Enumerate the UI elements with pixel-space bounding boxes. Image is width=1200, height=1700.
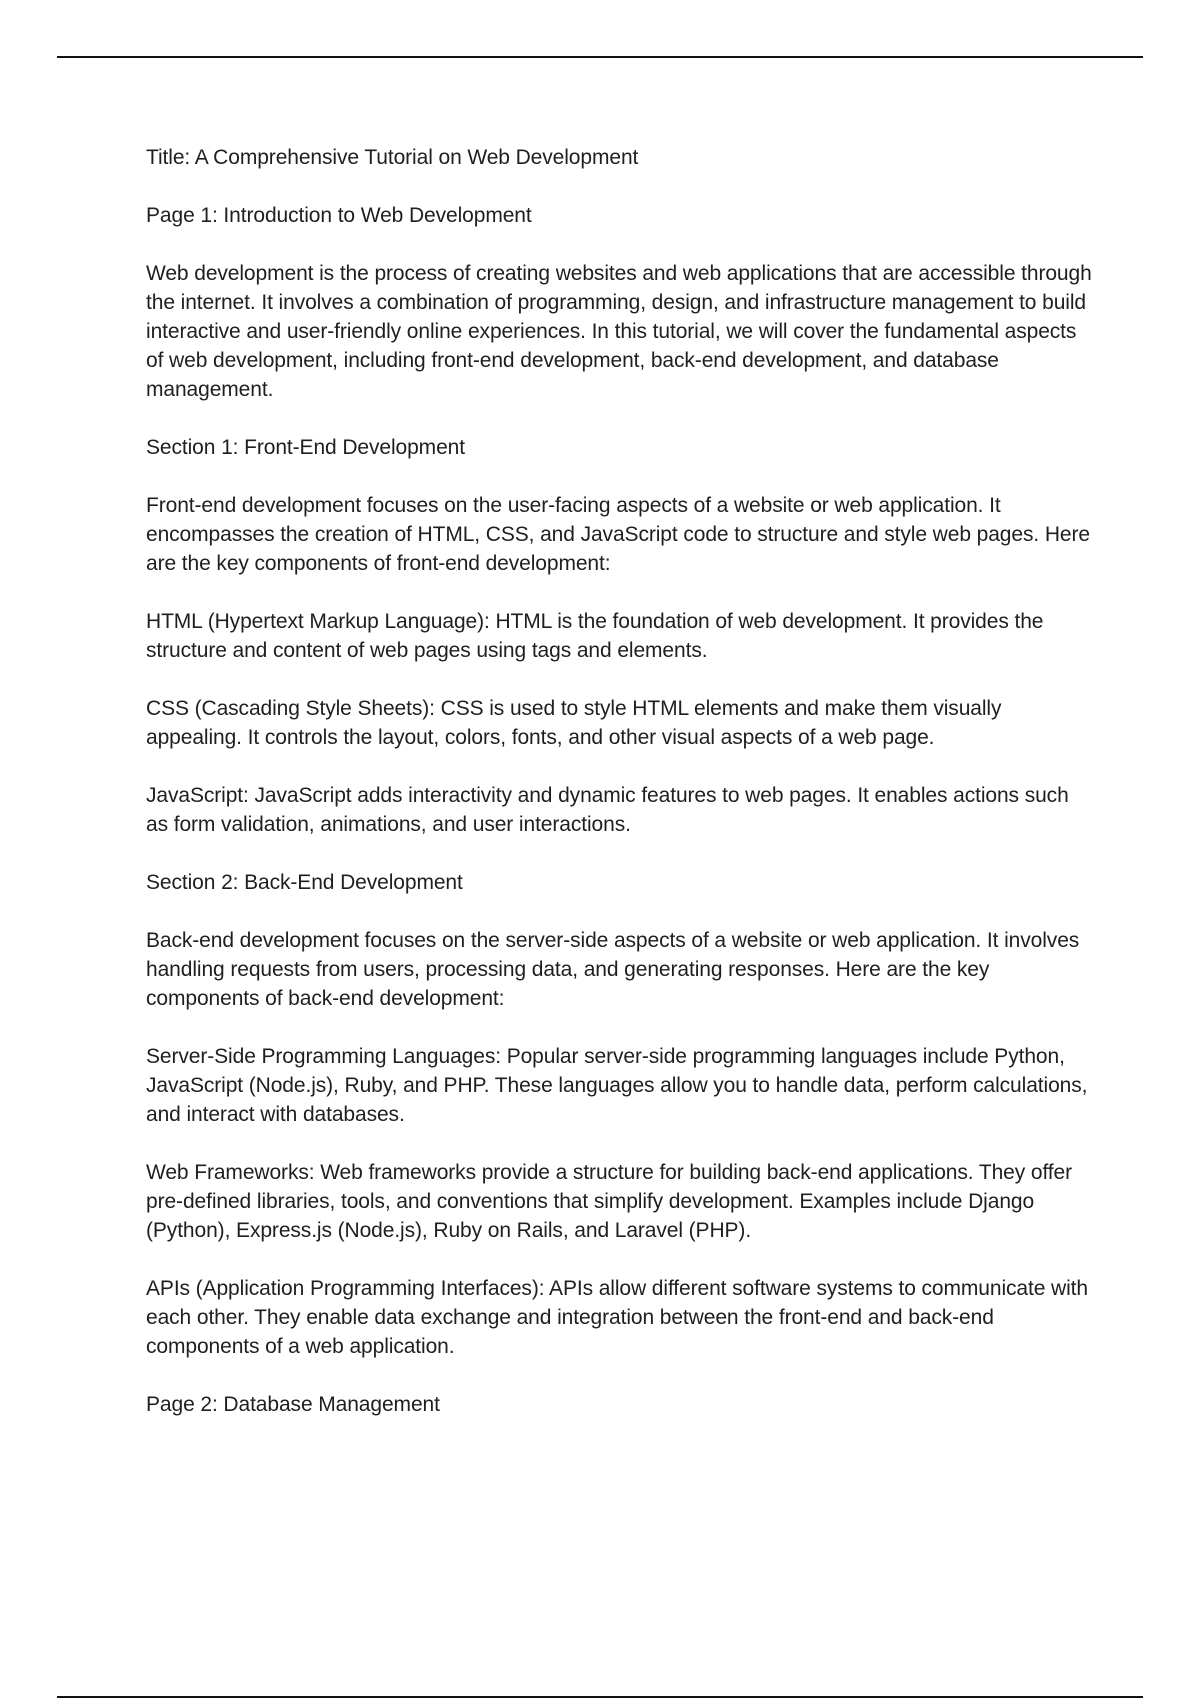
css-paragraph: CSS (Cascading Style Sheets): CSS is used to style HTML elements and make them visually appealing. It controls the layout, colors, fonts, and other visual aspects of a web page. xyxy=(146,697,1002,749)
section2-intro-paragraph: Back-end development focuses on the server-side aspects of a website or web application. It involves handling requests from users, processing data, and generating responses. Here are the key components of back-end development: xyxy=(146,929,1080,1010)
top-rule xyxy=(57,56,1143,58)
page1-heading: Page 1: Introduction to Web Development xyxy=(146,204,532,227)
section1-intro-paragraph: Front-end development focuses on the user-facing aspects of a website or web application. It encompasses the creation of HTML, CSS, and JavaScript code to structure and style web pages. Here are the key components of front-end development: xyxy=(146,494,1090,575)
document-title: Title: A Comprehensive Tutorial on Web Development xyxy=(146,146,639,169)
frameworks-paragraph: Web Frameworks: Web frameworks provide a structure for building back-end applications. They offer pre-defined libraries, tools, and conventions that simplify development. Examples include Django (Python), Express.js (Node.js), Ruby on Rails, and Laravel (PHP). xyxy=(146,1161,1073,1242)
section2-heading: Section 2: Back-End Development xyxy=(146,871,463,894)
apis-paragraph: APIs (Application Programming Interfaces): APIs allow different software systems to communicate with each other. They enable data exchange and integration between the front-end and back-end components of a web application. xyxy=(146,1277,1088,1358)
html-paragraph: HTML (Hypertext Markup Language): HTML is the foundation of web development. It provides the structure and content of web pages using tags and elements. xyxy=(146,610,1044,662)
document-body xyxy=(146,143,1096,1448)
javascript-paragraph: JavaScript: JavaScript adds interactivity and dynamic features to web pages. It enables actions such as form validation, animations, and user interactions. xyxy=(146,784,1069,836)
intro-paragraph: Web development is the process of creating websites and web applications that are accessible through the internet. It involves a combination of programming, design, and infrastructure management to build interactive and user-friendly online experiences. In this tutorial, we will cover the fundamental aspects of web development, including front-end development, back-end development, and database management. xyxy=(146,262,1092,401)
section1-heading: Section 1: Front-End Development xyxy=(146,436,465,459)
page2-heading: Page 2: Database Management xyxy=(146,1393,440,1416)
languages-paragraph: Server-Side Programming Languages: Popular server-side programming languages include Python, JavaScript (Node.js), Ruby, and PHP. These languages allow you to handle data, perform calculations, and interact with databases. xyxy=(146,1045,1088,1126)
bottom-rule xyxy=(57,1696,1143,1698)
